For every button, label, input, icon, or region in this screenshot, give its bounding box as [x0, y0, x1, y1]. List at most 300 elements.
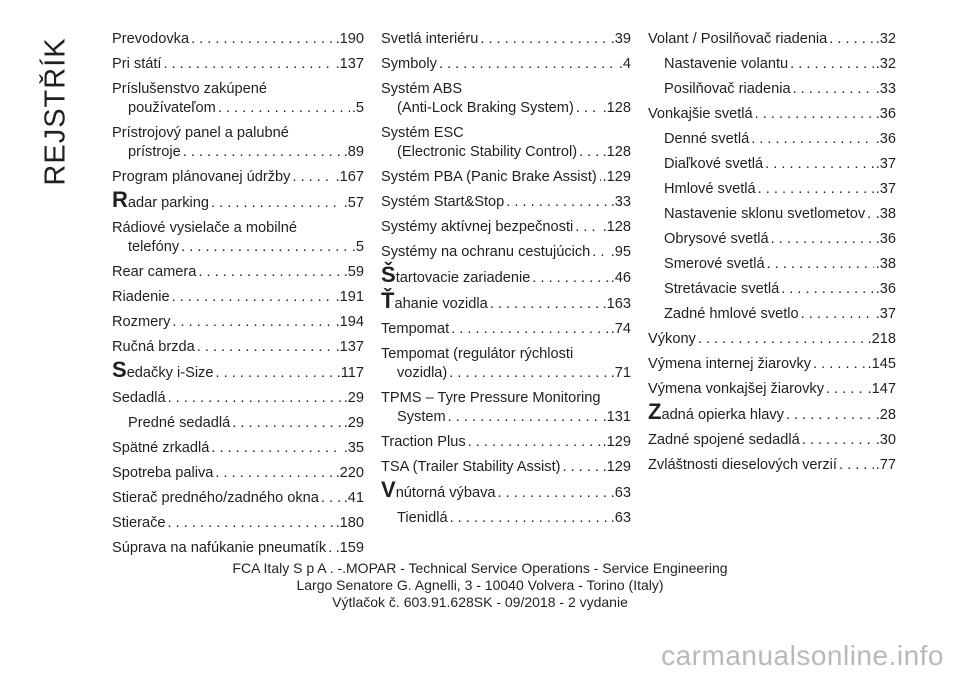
index-entry-label-line: TPMS – Tyre Pressure Monitoring: [381, 390, 601, 406]
index-entry-row: [112, 357, 364, 383]
index-entry-page: .89: [343, 144, 364, 160]
footer-line-1: FCA Italy S p A . -.MOPAR - Technical Service Operations - Service Engineering: [232, 560, 728, 576]
index-entry-label: [664, 155, 763, 174]
index-entry-page: .190: [335, 31, 364, 47]
dot-leader: [563, 458, 601, 477]
index-entry: [648, 155, 896, 174]
index-entry-page: .28: [875, 407, 896, 423]
index-entry-label: [397, 364, 447, 383]
index-entry-page: .39: [610, 31, 631, 47]
index-entry: [112, 489, 364, 508]
index-entry-label-text: Riadenie: [112, 289, 170, 305]
dot-leader: [215, 364, 334, 383]
dot-leader: [826, 380, 866, 399]
index-entry-label-text: Diaľkové svetlá: [664, 156, 764, 172]
index-entry-label: [664, 130, 749, 149]
index-entry: [381, 55, 631, 74]
index-entry: [648, 380, 896, 399]
dot-leader: [168, 389, 342, 408]
dot-leader: [183, 143, 342, 162]
dot-leader: [790, 55, 874, 74]
index-entry-row: [648, 399, 896, 425]
index-entry-label-text: Nastavenie sklonu svetlometov: [664, 206, 866, 222]
index-entry: [381, 243, 631, 262]
index-entry: [381, 30, 631, 49]
index-entry-row: [664, 130, 896, 149]
dot-leader: [765, 155, 874, 174]
dot-leader: [506, 193, 608, 212]
index-entry-page: .4: [618, 56, 631, 72]
dot-leader: [215, 464, 333, 483]
dot-leader: [592, 243, 608, 262]
index-entry-label-text: TSA (Trailer Stability Assist): [381, 459, 561, 475]
index-entry-page: .128: [602, 219, 631, 235]
index-entry-row: [381, 168, 631, 187]
index-entry: [381, 124, 631, 162]
dot-leader: [497, 484, 608, 503]
index-entry-label: [381, 288, 488, 314]
dot-leader: [198, 263, 341, 282]
index-entry: [112, 187, 364, 213]
dot-leader: [181, 238, 350, 257]
index-entry-label: [648, 431, 800, 450]
index-entry-label: [397, 408, 446, 427]
index-entry: [381, 262, 631, 288]
index-entry: [648, 330, 896, 349]
index-entry-row: [381, 320, 631, 339]
index-entry-label: [648, 30, 827, 49]
dot-leader: [451, 320, 609, 339]
dot-leader: [450, 509, 609, 528]
index-entry: [112, 338, 364, 357]
index-letter-initial: R: [112, 187, 128, 212]
index-entry-label: [397, 143, 577, 162]
index-entry-label-text: Obrysové svetlá: [664, 231, 769, 247]
index-entry-row: [112, 489, 364, 508]
index-entry: [648, 180, 896, 199]
index-entry-page: .159: [335, 540, 364, 556]
dot-leader: [801, 305, 874, 324]
index-entry-row: [112, 389, 364, 408]
index-entry-label: [664, 305, 799, 324]
index-entry-page: .29: [343, 415, 364, 431]
index-entry: [112, 30, 364, 49]
index-entry-label-text: Spotreba paliva: [112, 465, 214, 481]
index-entry-row: [381, 364, 631, 383]
index-entry-row: [664, 305, 896, 324]
index-entry-page: .29: [343, 390, 364, 406]
index-entry: [112, 313, 364, 332]
dot-leader: [211, 194, 342, 213]
index-entry-page: .63: [610, 510, 631, 526]
index-letter-initial: S: [112, 357, 127, 382]
index-entry-row: [648, 355, 896, 374]
dot-leader: [449, 364, 608, 383]
index-entry-label-text: System: [397, 409, 446, 425]
index-entry-label-text: Hmlové svetlá: [664, 181, 756, 197]
index-entry-label-text: Vonkajšie svetlá: [648, 106, 753, 122]
index-entry: [112, 288, 364, 307]
index-entry-page: .129: [602, 169, 631, 185]
index-entry-label: [664, 280, 779, 299]
index-entry-page: .35: [343, 440, 364, 456]
index-entry: [381, 168, 631, 187]
dot-leader: [163, 55, 333, 74]
index-entry-page: .5: [351, 239, 364, 255]
index-entry-label: [112, 439, 209, 458]
index-entry-page: .41: [343, 490, 364, 506]
index-entry-page: .129: [602, 434, 631, 450]
index-entry-page: .218: [867, 331, 896, 347]
index-entry-row: [112, 55, 364, 74]
index-entry-row: [381, 458, 631, 477]
dot-leader: [168, 514, 334, 533]
dot-leader: [448, 408, 601, 427]
index-entry-page: .117: [336, 365, 364, 381]
dot-leader: [813, 355, 866, 374]
index-entry: [112, 439, 364, 458]
index-entry-page: .32: [875, 31, 896, 47]
index-entry: [112, 55, 364, 74]
index-entry-row: [664, 280, 896, 299]
index-entry-label-text: Spätné zrkadlá: [112, 440, 210, 456]
dot-leader: [771, 230, 874, 249]
index-entry-label: [112, 514, 166, 533]
index-entry: [112, 539, 364, 558]
dot-leader: [468, 433, 601, 452]
index-entry-label-text: Výmena internej žiarovky: [648, 356, 812, 372]
index-entry-row: [664, 155, 896, 174]
index-entry-label: [648, 330, 696, 349]
index-entry-page: .30: [875, 432, 896, 448]
dot-leader: [439, 55, 617, 74]
index-entry-row: [664, 180, 896, 199]
dot-leader: [755, 105, 874, 124]
index-entry-row: [112, 288, 364, 307]
index-entry-page: .163: [602, 296, 631, 312]
index-entry-label-text: Pri státí: [112, 56, 162, 72]
index-entry-label: [648, 456, 837, 475]
index-entry-page: .128: [602, 144, 631, 160]
index-entry-label-line: Rádiové vysielače a mobilné: [112, 220, 297, 236]
index-entry-page: .36: [875, 281, 896, 297]
index-entry-page: .37: [875, 181, 896, 197]
index-entry-label: [128, 238, 179, 257]
index-entry-label: [664, 80, 791, 99]
index-entry-row: [648, 431, 896, 450]
index-entry-label: [112, 313, 170, 332]
index-entry: [112, 219, 364, 257]
index-entry-row: [648, 30, 896, 49]
index-entry-row: [664, 80, 896, 99]
dot-leader: [232, 414, 341, 433]
index-entry-row: [112, 30, 364, 49]
dot-leader: [490, 295, 601, 314]
index-entry-label-text: Posilňovač riadenia: [664, 81, 791, 97]
index-entry-label-text: Súprava na nafúkanie pneumatík: [112, 540, 327, 556]
index-entry-label: [381, 320, 449, 339]
index-entry-page: .36: [875, 106, 896, 122]
index-entry-row: [381, 193, 631, 212]
index-entry-page: .63: [610, 485, 631, 501]
index-entry-label-text: Program plánovanej údržby: [112, 169, 291, 185]
dot-leader: [211, 439, 341, 458]
index-entry-label: [112, 338, 195, 357]
index-entry-row: [664, 205, 896, 224]
index-entry-label: [112, 55, 161, 74]
index-entry-row: [381, 55, 631, 74]
dot-leader: [218, 99, 350, 118]
dot-leader: [867, 205, 874, 224]
index-entry-page: .147: [867, 381, 896, 397]
index-entry: [648, 431, 896, 450]
index-entry-label-text: Sedadlá: [112, 390, 166, 406]
index-entry-label-text: Smerové svetlá: [664, 256, 765, 272]
index-entry: [381, 320, 631, 339]
index-letter-initial: Z: [648, 399, 662, 424]
dot-leader: [758, 180, 874, 199]
dot-leader: [839, 456, 874, 475]
index-entry-label-text: Nastavenie volantu: [664, 56, 789, 72]
index-entry: [648, 80, 896, 99]
index-entry-label-text: Tienidlá: [397, 510, 448, 526]
index-entry: [648, 305, 896, 324]
index-entry-label: [128, 99, 216, 118]
index-letter-initial: Ť: [381, 288, 395, 313]
index-entry-label-text: ahanie vozidla: [394, 296, 488, 312]
dot-leader: [292, 168, 333, 187]
index-column-1: [112, 30, 364, 564]
index-entry-label: [648, 355, 811, 374]
dot-leader: [698, 330, 866, 349]
index-entry-label: [381, 55, 437, 74]
index-entry-label: [648, 399, 784, 425]
index-entry: [381, 218, 631, 237]
index-entry: [112, 389, 364, 408]
index-entry: [648, 205, 896, 224]
dot-leader: [197, 338, 334, 357]
watermark-text: carmanualsonline.info: [661, 640, 944, 671]
index-entry: [648, 355, 896, 374]
index-entry-label-line: Prístrojový panel a palubné: [112, 125, 289, 141]
index-entry-label-text: Zadné hmlové svetlo: [664, 306, 799, 322]
index-title: [36, 26, 76, 196]
index-entry-row: [112, 539, 364, 558]
index-entry: [381, 509, 631, 528]
index-entry: [112, 168, 364, 187]
dot-leader: [532, 269, 608, 288]
dot-leader: [575, 218, 600, 237]
publisher-footer: [0, 560, 960, 611]
index-entry-row: [112, 168, 364, 187]
index-entry-row: [397, 509, 631, 528]
index-entry-label-text: (Anti-Lock Braking System): [397, 100, 574, 116]
index-entry-row: [648, 456, 896, 475]
index-entry-label: [648, 105, 753, 124]
index-entry-page: .145: [867, 356, 896, 372]
index-entry-row: [381, 433, 631, 452]
index-entry: [381, 193, 631, 212]
dot-leader: [172, 288, 334, 307]
index-entry-page: .167: [335, 169, 364, 185]
index-entry-page: .71: [610, 365, 631, 381]
index-entry-label: [664, 180, 756, 199]
index-entry-label-text: Tempomat: [381, 321, 450, 337]
index-entry-label-text: Systémy aktívnej bezpečnosti: [381, 219, 574, 235]
index-entry-page: .191: [335, 289, 364, 305]
index-entry-row: [112, 238, 364, 257]
dot-leader: [172, 313, 333, 332]
index-entry-label-text: Predné sedadlá: [128, 415, 231, 431]
index-entry-label-text: edačky i-Size: [126, 365, 214, 381]
index-entry-row: [648, 105, 896, 124]
dot-leader: [576, 99, 601, 118]
index-entry-page: .38: [875, 206, 896, 222]
index-entry: [381, 345, 631, 383]
index-entry-row: [112, 439, 364, 458]
index-entry: [112, 414, 364, 433]
index-entry-label-line: Systém ESC: [381, 125, 464, 141]
index-entry-row: [664, 255, 896, 274]
index-entry-page: .5: [351, 100, 364, 116]
index-entry-row: [381, 218, 631, 237]
index-entry: [648, 130, 896, 149]
index-entry: [648, 55, 896, 74]
index-entry-label-line: Systém ABS: [381, 81, 463, 97]
index-entry-label-line: Príslušenstvo zakúpené: [112, 81, 267, 97]
index-entry-page: .77: [875, 457, 896, 473]
index-entry-page: .128: [602, 100, 631, 116]
index-entry: [381, 288, 631, 314]
index-entry: [112, 124, 364, 162]
index-entry-label-text: používateľom: [128, 100, 216, 116]
index-entry-label: [381, 433, 466, 452]
index-entry-page: .129: [602, 459, 631, 475]
index-entry-page: .137: [335, 56, 364, 72]
index-entry-label-text: Stierač predného/zadného okna: [112, 490, 319, 506]
index-entry-label: [381, 477, 496, 503]
index-entry: [648, 280, 896, 299]
index-entry-label-text: Ručná brzda: [112, 339, 195, 355]
index-entry-label: [381, 30, 478, 49]
index-entry-label-text: Stierače: [112, 515, 166, 531]
index-entry: [648, 456, 896, 475]
index-entry: [648, 399, 896, 425]
index-letter-initial: Š: [381, 262, 396, 287]
index-entry-page: .33: [610, 194, 631, 210]
dot-leader: [786, 406, 874, 425]
index-entry: [112, 263, 364, 282]
index-entry-row: [381, 30, 631, 49]
index-column-2: [381, 30, 631, 534]
index-entry-label: [112, 464, 213, 483]
index-entry: [381, 433, 631, 452]
dot-leader: [829, 30, 873, 49]
index-entry: [648, 105, 896, 124]
index-entry-row: [381, 99, 631, 118]
index-entry-row: [112, 514, 364, 533]
index-entry-page: .36: [875, 231, 896, 247]
index-entry-label: [397, 99, 574, 118]
index-entry-label: [381, 168, 597, 187]
index-entry-label-text: Svetlá interiéru: [381, 31, 479, 47]
index-entry: [112, 514, 364, 533]
index-entry-label: [664, 55, 788, 74]
index-entry-row: [648, 330, 896, 349]
index-entry-label: [664, 205, 865, 224]
index-entry-row: [112, 313, 364, 332]
index-entry-row: [381, 243, 631, 262]
index-entry-label-text: Systém Start&Stop: [381, 194, 505, 210]
index-entry-row: [381, 143, 631, 162]
dot-leader: [781, 280, 874, 299]
index-entry-label-text: Stretávacie svetlá: [664, 281, 780, 297]
index-entry-label-text: tartovacie zariadenie: [395, 270, 531, 286]
dot-leader: [328, 539, 333, 558]
index-entry-page: .220: [335, 465, 364, 481]
index-entry-label: [128, 414, 230, 433]
index-entry-label: [112, 357, 214, 383]
index-entry-label: [112, 489, 319, 508]
index-entry: [648, 30, 896, 49]
index-entry-page: .131: [602, 409, 631, 425]
index-entry-label: [112, 539, 326, 558]
index-entry-label-text: Výkony: [648, 331, 696, 347]
index-entry-label-text: telefóny: [128, 239, 180, 255]
index-entry: [381, 458, 631, 477]
index-entry-label: [664, 255, 765, 274]
index-entry-row: [112, 263, 364, 282]
index-entry-label-text: vozidla): [397, 365, 448, 381]
index-entry-page: .33: [875, 81, 896, 97]
index-entry-label: [664, 230, 769, 249]
index-entry-label: [381, 243, 590, 262]
index-entry-label: [381, 458, 561, 477]
index-entry-label-text: (Electronic Stability Control): [397, 144, 578, 160]
index-entry: [648, 255, 896, 274]
index-entry-label-text: Rear camera: [112, 264, 197, 280]
index-title-text: REJSTŘÍK: [39, 36, 72, 186]
index-entry-row: [381, 477, 631, 503]
index-entry-label-text: Symboly: [381, 56, 437, 72]
index-entry: [648, 230, 896, 249]
index-entry: [381, 389, 631, 427]
index-entry-page: .46: [610, 270, 631, 286]
index-entry-row: [112, 99, 364, 118]
index-entry-page: .37: [875, 156, 896, 172]
index-entry-label-text: Denné svetlá: [664, 131, 750, 147]
dot-leader: [793, 80, 874, 99]
index-entry-page: .37: [875, 306, 896, 322]
index-entry-page: .59: [343, 264, 364, 280]
index-entry-page: .32: [875, 56, 896, 72]
index-entry: [112, 464, 364, 483]
dot-leader: [321, 489, 342, 508]
index-entry-label-text: Zvláštnosti dieselových verzií: [648, 457, 837, 473]
index-entry-label-text: Výmena vonkajšej žiarovky: [648, 381, 825, 397]
index-entry-page: .137: [335, 339, 364, 355]
footer-line-2: Largo Senatore G. Agnelli, 3 - 10040 Volvera - Torino (Italy): [296, 577, 664, 593]
index-entry-row: [112, 464, 364, 483]
dot-leader: [579, 143, 601, 162]
index-entry-label: [381, 218, 573, 237]
index-entry-page: .194: [335, 314, 364, 330]
index-entry-label: [112, 389, 166, 408]
index-entry-row: [381, 288, 631, 314]
index-letter-initial: V: [381, 477, 396, 502]
index-entry-row: [648, 380, 896, 399]
dot-leader: [802, 431, 874, 450]
